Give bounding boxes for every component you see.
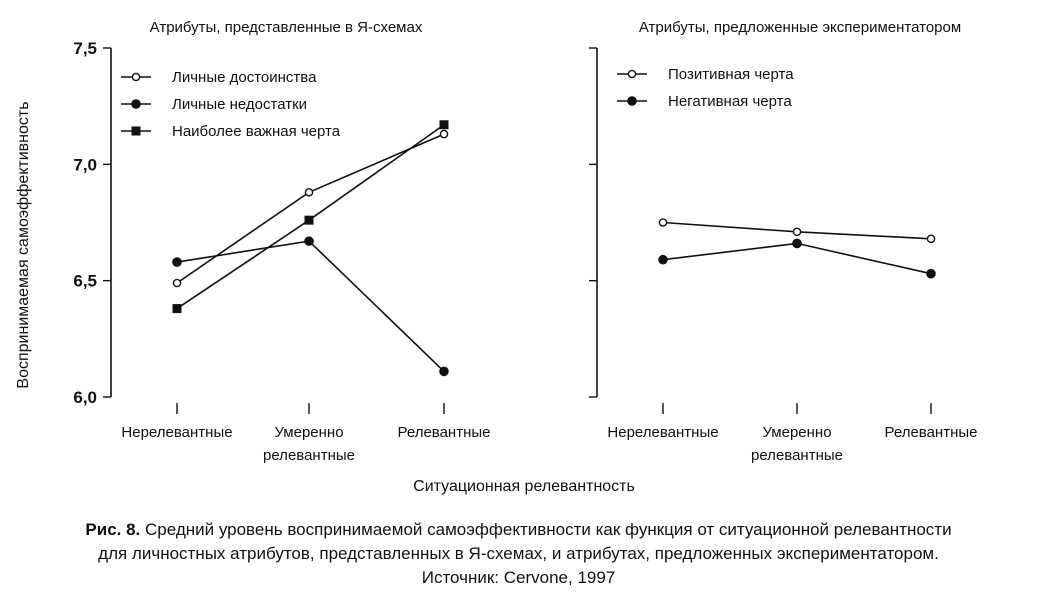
x-tick-label	[607, 424, 718, 441]
data-point	[305, 237, 314, 246]
legend-marker	[132, 73, 139, 80]
y-tick-label: 6,0	[73, 388, 97, 407]
data-point	[659, 219, 666, 226]
data-point	[173, 279, 180, 286]
legend-label: Позитивная черта	[668, 66, 794, 83]
x-tick-label-line: Нерелевантные	[121, 424, 233, 441]
figure-caption	[0, 518, 1037, 590]
data-point	[440, 120, 449, 129]
chart-self-schema-attributes	[15, 19, 491, 464]
data-point	[440, 130, 447, 137]
data-point	[173, 258, 182, 267]
x-tick-label-line: Релевантные	[397, 424, 491, 441]
legend-marker	[628, 97, 637, 106]
x-tick-label	[751, 424, 843, 464]
legend-marker	[628, 70, 635, 77]
legend-label: Наиболее важная черта	[172, 123, 341, 140]
data-point	[793, 228, 800, 235]
legend-label: Негативная черта	[668, 93, 792, 110]
legend-label: Личные недостатки	[172, 96, 308, 113]
x-tick-label-line: релевантные	[751, 447, 843, 464]
x-tick-label-line: Умеренно	[762, 424, 832, 441]
data-point	[927, 235, 934, 242]
x-tick-label	[398, 424, 491, 441]
chart-title-self-schema: Атрибуты, представленные в Я-схемах	[149, 19, 423, 36]
chart-title-experimenter: Атрибуты, предложенные экспериментатором	[638, 19, 962, 36]
x-tick-label-line: релевантные	[263, 447, 355, 464]
data-point	[305, 216, 314, 225]
caption-text-1: Средний уровень воспринимаемой самоэффективности как функция от ситуационной релевантности	[140, 520, 952, 539]
x-tick-label	[263, 424, 355, 464]
x-tick-label	[121, 424, 232, 441]
caption-line-2: для личностных атрибутов, представленных в Я-схемах, и атрибутах, предложенных экспериментатором.	[98, 544, 939, 563]
data-point	[927, 269, 936, 278]
y-axis-label: Воспринимаемая самоэффективность	[15, 101, 32, 389]
series-line	[177, 134, 444, 283]
y-tick-label: 7,5	[73, 39, 97, 58]
x-axis-label: Ситуационная релевантность	[413, 478, 635, 495]
caption-source: Источник: Cervone, 1997	[421, 568, 616, 587]
y-tick-label: 7,0	[73, 155, 97, 175]
x-tick-label	[885, 424, 978, 441]
x-tick-label-line: Нерелевантные	[607, 424, 719, 441]
x-tick-label-line: Релевантные	[884, 424, 978, 441]
series-line	[177, 241, 444, 371]
data-point	[305, 189, 312, 196]
caption-figure-number: Рис. 8.	[85, 520, 141, 539]
chart-experimenter-attributes	[589, 19, 978, 464]
data-point	[659, 255, 668, 264]
legend-label: Личные достоинства	[172, 69, 317, 86]
legend-marker	[132, 100, 141, 109]
data-point	[440, 367, 449, 376]
legend-marker	[132, 127, 141, 136]
data-point	[793, 239, 802, 248]
data-point	[173, 304, 182, 313]
x-tick-label-line: Умеренно	[274, 424, 344, 441]
y-tick-label: 6,5	[73, 271, 97, 291]
caption-line-1	[0, 518, 1037, 542]
